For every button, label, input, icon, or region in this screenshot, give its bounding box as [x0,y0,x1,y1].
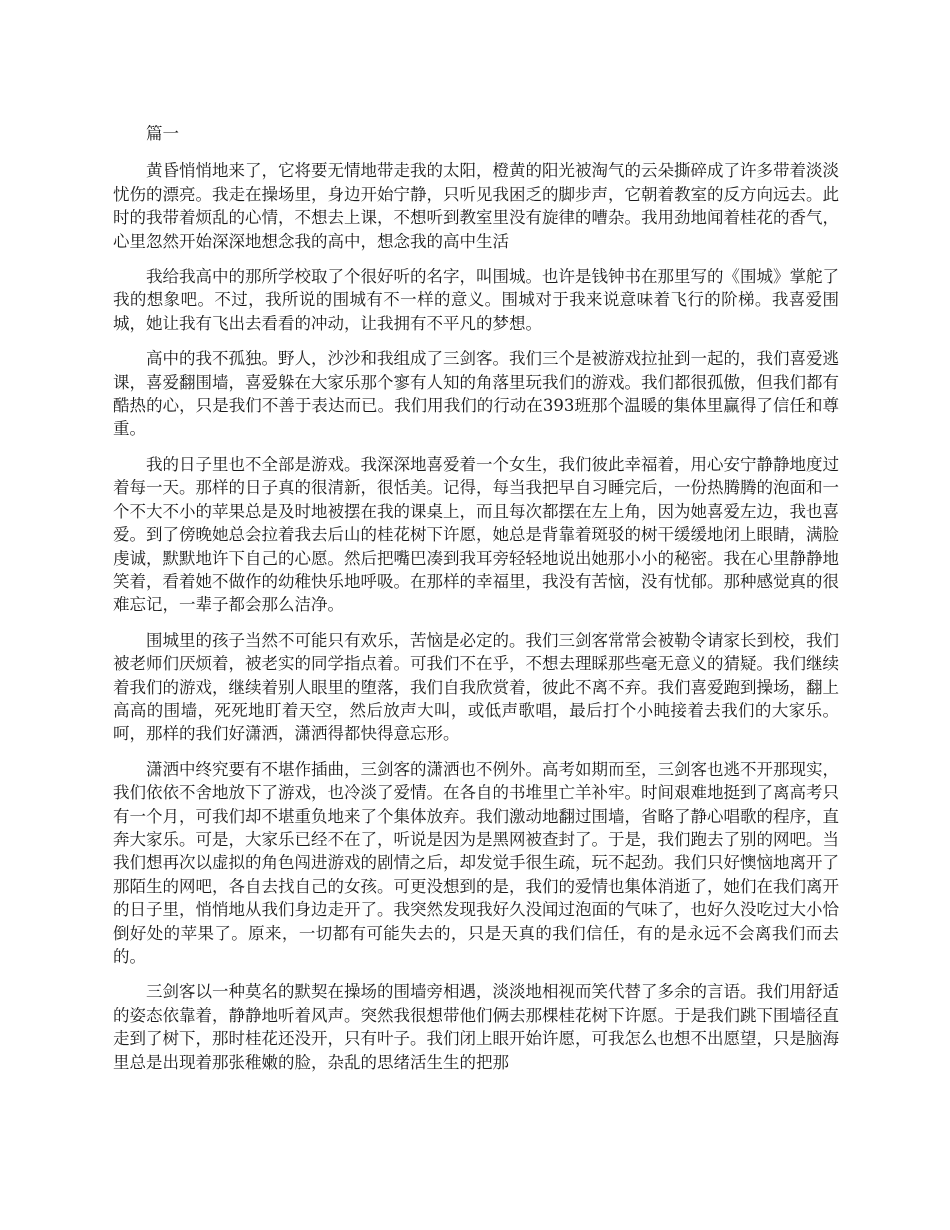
paragraph-6: 潇洒中终究要有不堪作插曲，三剑客的潇洒也不例外。高考如期而至，三剑客也逃不开那现实，我们依依不舍地放下了游戏，也冷淡了爱情。在各自的书堆里亡羊补牢。时间艰难地挺到了离高考只有一个月，可我们却不堪重负地来了个集体放弃。我们激动地翻过围墙，省略了静心唱歌的程序，直奔大家乐。可是，大家乐已经不在了，听说是因为是黑网被查封了。于是，我们跑去了别的网吧。当我们想再次以虚拟的角色闯进游戏的剧情之后，却发觉手很生疏，玩不起劲。我们只好懊恼地离开了那陌生的网吧，各自去找自己的女孩。可更没想到的是，我们的爱情也集体消逝了，她们在我们离开的日子里，悄悄地从我们身边走开了。我突然发现我好久没闻过泡面的气味了，也好久没吃过大小恰倒好处的苹果了。原来，一切都有可能失去的，只是天真的我们信任，有的是永远不会离我们而去的。 [113,759,839,966]
section-heading: 篇一 [146,124,179,143]
paragraph-4: 我的日子里也不全部是游戏。我深深地喜爱着一个女生，我们彼此幸福着，用心安宁静静地度过着每一天。那样的日子真的很清新，很恬美。记得，每当我把早自习睡完后，一份热腾腾的泡面和一个不大不小的苹果总是及时地被摆在我的课桌上，而且每次都摆在左上角，因为她喜爱左边，我也喜爱。到了傍晚她总会拉着我去后山的桂花树下许愿，她总是背靠着斑驳的树干缓缓地闭上眼睛，满脸虔诚，默默地许下自己的心愿。然后把嘴巴凑到我耳旁轻轻地说出她那小小的秘密。我在心里静静地笑着，看着她不做作的幼稚快乐地呼吸。在那样的幸福里，我没有苦恼，没有忧郁。那种感觉真的很难忘记，一辈子都会那么洁净。 [113,454,839,615]
paragraph-3: 高中的我不孤独。野人，沙沙和我组成了三剑客。我们三个是被游戏拉扯到一起的，我们喜爱逃课，喜爱翻围墙，喜爱躲在大家乐那个寥有人知的角落里玩我们的游戏。我们都很孤傲，但我们都有酷热的心，只是我们不善于表达而已。我们用我们的行动在393班那个温暖的集体里赢得了信任和尊重。 [113,349,839,439]
document-body [113,122,839,1086]
paragraph-7: 三剑客以一种莫名的默契在操场的围墙旁相遇，淡淡地相视而笑代替了多余的言语。我们用舒适的姿态依靠着，静静地听着风声。突然我很想带他们俩去那棵桂花树下许愿。于是我们跳下围墙径直走到了树下，那时桂花还没开，只有叶子。我们闭上眼开始许愿，可我怎么也想不出愿望，只是脑海里总是出现着那张稚嫩的脸，杂乱的思绪活生生的把那 [113,982,839,1072]
paragraph-1: 黄昏悄悄地来了，它将要无情地带走我的太阳，橙黄的阳光被淘气的云朵撕碎成了许多带着淡淡忧伤的漂亮。我走在操场里，身边开始宁静，只听见我困乏的脚步声，它朝着教室的反方向远去。此时的我带着烦乱的心情，不想去上课，不想听到教室里没有旋律的嘈杂。我用劲地闻着桂花的香气，心里忽然开始深深地想念我的高中，想念我的高中生活 [113,161,839,251]
paragraph-5: 围城里的孩子当然不可能只有欢乐，苦恼是必定的。我们三剑客常常会被勒令请家长到校，我们被老师们厌烦着，被老实的同学指点着。可我们不在乎，不想去理睬那些毫无意义的猜疑。我们继续着我们的游戏，继续着别人眼里的堕落，我们自我欣赏着，彼此不离不弃。我们喜爱跑到操场，翻上高高的围墙，死死地盯着天空，然后放声大叫，或低声歌唱，最后打个小盹接着去我们的大家乐。呵，那样的我们好潇洒，潇洒得都快得意忘形。 [113,630,839,744]
paragraph-2: 我给我高中的那所学校取了个很好听的名字，叫围城。也许是钱钟书在那里写的《围城》掌舵了我的想象吧。不过，我所说的围城有不一样的意义。围城对于我来说意味着飞行的阶梯。我喜爱围城，她让我有飞出去看看的冲动，让我拥有不平凡的梦想。 [113,267,839,333]
